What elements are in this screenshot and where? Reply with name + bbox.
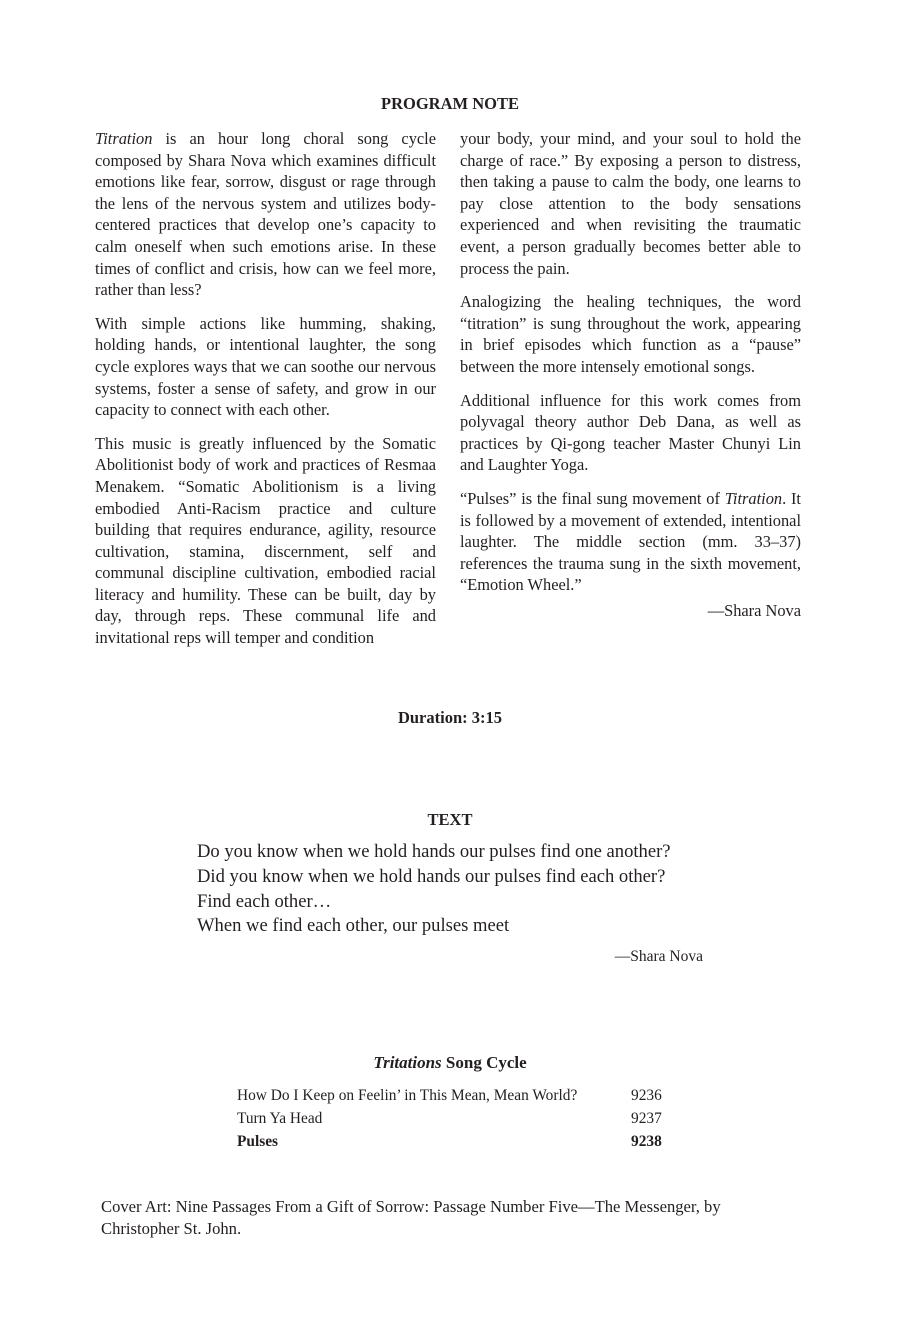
paragraph-text: is an hour long choral song cycle composed by Shara Nova which examines difficult emotions like fear, sorrow, disgust or rage through the lens of the nervous system and utilizes body-centered practices that develop one’s capacity to calm oneself when such emotions arise. In these times of conflict and crisis, how can we feel more, rather than less? bbox=[95, 129, 436, 300]
lyric-line: Do you know when we hold hands our pulses find one another? bbox=[197, 841, 671, 862]
song-cycle-row bbox=[237, 1107, 671, 1130]
lyrics-author: —Shara Nova bbox=[614, 948, 703, 965]
work-title: Titration bbox=[95, 129, 153, 148]
program-note-signature: —Shara Nova bbox=[707, 600, 801, 620]
program-note-left-column bbox=[95, 128, 436, 661]
program-note-paragraph bbox=[95, 128, 436, 301]
song-number: 9236 bbox=[631, 1086, 662, 1104]
program-note-paragraph: This music is greatly influenced by the Somatic Abolitionist body of work and practices of Resmaa Menakem. “Somatic Abolitionism is a living embodied Anti-Racism practice and culture building that requires endurance, agility, resource cultivation, stamina, discernment, self and communal discipline cultivation, embodied racial literacy and humility. These can be built, day by day, through reps. These communal life and invitational reps will temper and condition bbox=[95, 433, 436, 648]
duration-label: Duration: 3:15 bbox=[397, 708, 503, 727]
paragraph-text: “Pulses” is the final sung movement of bbox=[460, 488, 725, 508]
paragraph-text: . It is followed by a movement of extended, intentional laughter. The middle section (mm. 33–37) references the trauma sung in the sixth movement, “Emotion Wheel.” bbox=[460, 488, 801, 595]
song-title: Pulses bbox=[237, 1132, 279, 1150]
program-note-paragraph: Additional influence for this work comes from polyvagal theory author Deb Dana, as well as practices by Qi-gong teacher Master Chunyi Lin and Laughter Yoga. bbox=[460, 390, 801, 475]
cover-art-credit: Cover Art: Nine Passages From a Gift of Sorrow: Passage Number Five—The Messenger, by Christopher St. John. bbox=[101, 1197, 721, 1238]
lyric-line: Find each other… bbox=[197, 890, 332, 912]
song-number: 9238 bbox=[631, 1132, 662, 1150]
song-cycle-list bbox=[237, 1084, 671, 1153]
program-note-heading: PROGRAM NOTE bbox=[381, 94, 519, 113]
program-note-paragraph bbox=[460, 488, 801, 596]
lyric-line: Did you know when we hold hands our pulses find each other? bbox=[197, 865, 666, 887]
text-heading: TEXT bbox=[427, 810, 473, 829]
program-note-paragraph: your body, your mind, and your soul to hold the charge of race.” By exposing a person to distress, then taking a pause to calm the body, one learns to pay close attention to the body sensations experienced and when revisiting the traumatic event, a person gradually becomes better able to process the pain. bbox=[460, 129, 801, 278]
program-note-paragraph: With simple actions like humming, shaking, holding hands, or intentional laughter, the song cycle explores ways that we can soothe our nervous systems, foster a sense of safety, and grow in our capacity to connect with each other. bbox=[95, 313, 436, 420]
song-title: Turn Ya Head bbox=[237, 1109, 323, 1127]
song-cycle-title: Tritations bbox=[373, 1053, 442, 1072]
work-title: Titration bbox=[724, 488, 783, 508]
song-cycle-heading-text: Song Cycle bbox=[441, 1053, 527, 1072]
song-cycle-heading bbox=[0, 1053, 900, 1073]
song-cycle-row bbox=[237, 1084, 671, 1107]
program-note-paragraph: Analogizing the healing techniques, the word “titration” is sung throughout the work, appearing in brief episodes which function as a “pause” between the more intensely emotional songs. bbox=[460, 292, 801, 376]
song-number: 9237 bbox=[631, 1109, 662, 1127]
program-note-right-column bbox=[460, 128, 801, 633]
lyrics-block bbox=[197, 840, 757, 939]
lyric-line: When we find each other, our pulses meet bbox=[197, 915, 510, 937]
song-cycle-row-current bbox=[237, 1130, 671, 1153]
song-title: How Do I Keep on Feelin’ in This Mean, Mean World? bbox=[237, 1086, 578, 1104]
